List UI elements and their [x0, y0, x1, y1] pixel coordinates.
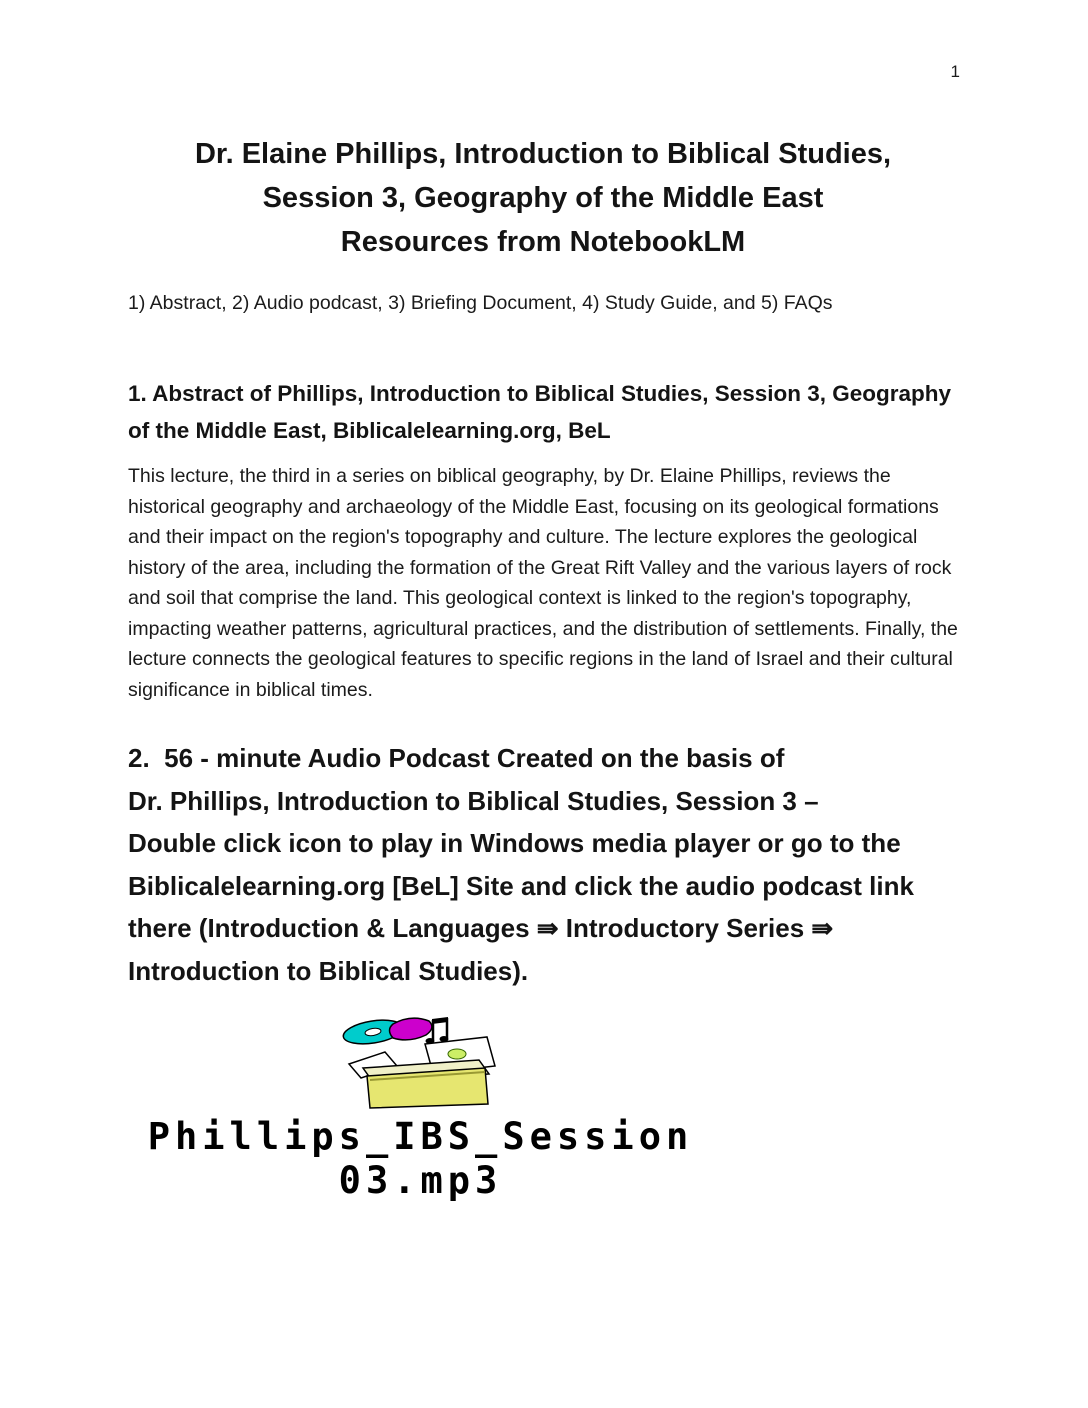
audio-attachment[interactable]	[128, 1014, 958, 1203]
page-number: 1	[950, 62, 960, 81]
section2-heading	[128, 737, 958, 992]
page-content	[0, 132, 1088, 1203]
resource-list-line: 1) Abstract, 2) Audio podcast, 3) Briefing Document, 4) Study Guide, and 5) FAQs	[128, 292, 833, 314]
title-line-3: Resources from NotebookLM	[340, 226, 746, 258]
section1-abstract-text: This lecture, the third in a series on biblical geography, by Dr. Elaine Phillips, reviews the historical geography and archaeology of the Middle East, focusing on its geological formations and their impact on the region's topography and culture. The lecture explores the geological history of the area, including the formation of the Great Rift Valley and the various layers of rock and soil that comprise the land. This geological context is linked to the region's topography, impacting weather patterns, agricultural practices, and the distribution of settlements. Finally, the lecture connects the geological features to specific regions in the land of Israel and their cultural significance in biblical times.	[128, 465, 958, 701]
section2-heading-line-1: 2. 56 - minute Audio Podcast Created on the basis of	[128, 743, 785, 773]
section1-heading: 1. Abstract of Phillips, Introduction to Biblical Studies, Session 3, Geography of the Middle East, Biblicalelearning.org, BeL	[128, 381, 952, 443]
music-note-head	[426, 1038, 435, 1044]
title-line-2: Session 3, Geography of the Middle East	[262, 182, 824, 214]
sheet-dot	[448, 1049, 466, 1059]
music-note-head	[440, 1036, 449, 1042]
section2-heading-line-2: Dr. Phillips, Introduction to Biblical Studies, Session 3 –	[128, 785, 819, 816]
audio-file-name-line-1: Phillips_IBS_Session	[147, 1115, 694, 1158]
document-title	[128, 132, 958, 264]
media-clip-icon-graphic	[333, 1014, 511, 1109]
title-line-1: Dr. Elaine Phillips, Introduction to Biblical Studies,	[194, 138, 892, 170]
audio-file-name	[128, 1115, 713, 1203]
section2-heading-line-4: Biblicalelearning.org [BeL] Site and click the audio podcast link	[128, 870, 914, 901]
section2-heading-line-3: Double click icon to play in Windows media player or go to the	[128, 828, 901, 858]
section2-heading-line-5: there (Introduction & Languages ⇛ Introductory Series ⇛	[128, 913, 834, 943]
audio-file-name-line-2: 03.mp3	[338, 1159, 503, 1202]
audio-file-icon[interactable]	[333, 1014, 511, 1109]
section2-heading-line-6: Introduction to Biblical Studies).	[128, 955, 529, 986]
music-note-beam	[432, 1017, 448, 1024]
